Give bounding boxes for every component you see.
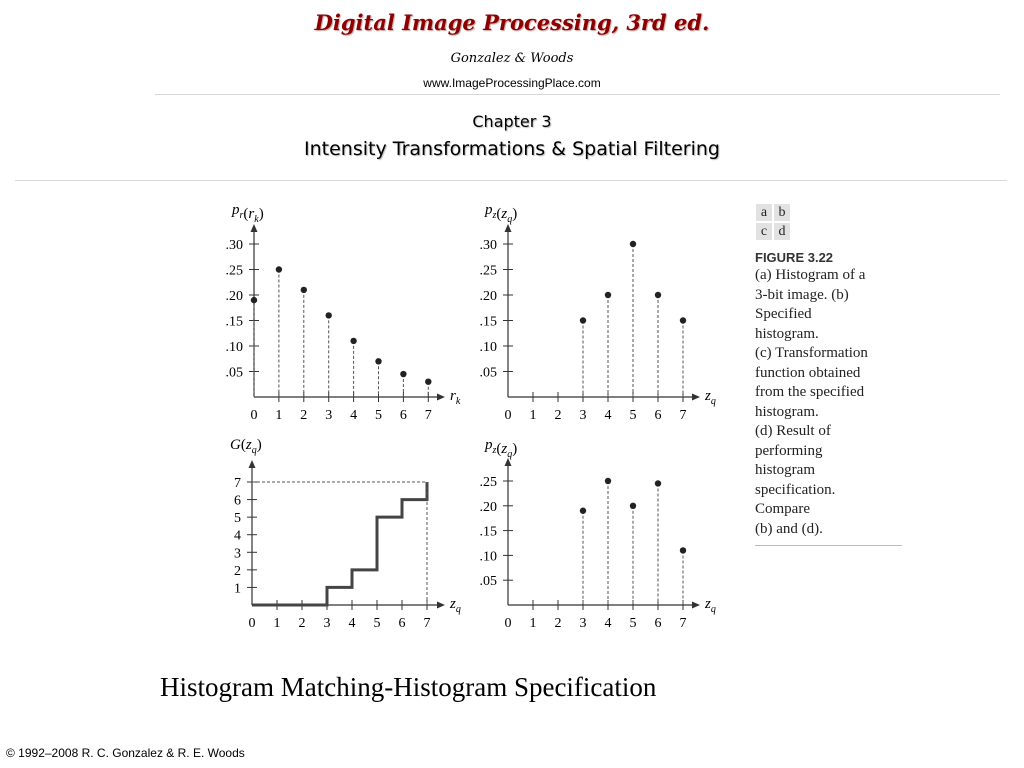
x-tick-label: 5 — [375, 408, 382, 423]
caption-line: histogram. — [755, 403, 819, 420]
data-point — [630, 503, 636, 509]
x-tick-label: 5 — [373, 616, 381, 631]
x-tick-label: 4 — [348, 616, 356, 631]
y-tick-label: .30 — [225, 238, 243, 253]
x-tick-label: 3 — [325, 408, 333, 423]
caption-line: Specified — [755, 306, 812, 322]
book-title: Digital Image Processing, 3rd ed. — [314, 10, 710, 35]
y-tick-label: .25 — [479, 475, 497, 490]
x-tick-label: 7 — [423, 616, 431, 631]
y-axis-arrow — [505, 224, 512, 232]
data-point — [301, 287, 307, 293]
panel-key-d: d — [773, 222, 791, 241]
y-tick-label: .15 — [225, 314, 243, 330]
caption-line: function obtained — [755, 364, 861, 381]
y-tick-label: .15 — [479, 524, 497, 540]
x-axis-label: $z_q$ — [705, 596, 716, 615]
y-tick-label: .25 — [225, 263, 243, 279]
y-axis-arrow — [251, 224, 258, 232]
y-tick-label: .15 — [479, 314, 497, 330]
data-point — [326, 312, 332, 318]
y-axis-label: $p_r(r_k)$ — [232, 202, 264, 225]
caption-line: (c) Transformation — [755, 345, 868, 361]
x-tick-label: 2 — [298, 616, 306, 631]
x-tick-label: 0 — [504, 408, 512, 423]
y-tick-label: .05 — [479, 574, 497, 590]
y-tick-label: .05 — [479, 365, 497, 381]
data-point — [375, 358, 381, 364]
x-tick-label: 6 — [654, 616, 662, 631]
caption-line: histogram. — [755, 325, 819, 342]
caption-line: Compare — [755, 501, 810, 517]
y-tick-label: .10 — [479, 340, 497, 355]
chart-panel-b — [480, 202, 716, 423]
figure-caption — [755, 203, 905, 546]
y-axis-label: $p_z(z_q)$ — [485, 202, 518, 225]
slide-title: Histogram Matching-Histogram Specification — [160, 672, 657, 702]
y-tick-label: 6 — [234, 493, 241, 509]
data-point — [680, 317, 686, 323]
y-axis-arrow — [249, 460, 256, 468]
x-axis-arrow — [692, 602, 700, 609]
caption-line: (d) Result of — [755, 423, 831, 439]
panel-key-a: a — [755, 203, 773, 222]
x-axis-label: $z_q$ — [705, 388, 716, 407]
y-tick-label: 2 — [234, 563, 241, 579]
x-tick-label: 1 — [529, 616, 537, 631]
x-tick-label: 3 — [323, 616, 331, 631]
x-tick-label: 4 — [604, 616, 612, 631]
x-tick-label: 7 — [679, 616, 687, 631]
data-point — [276, 266, 282, 272]
y-axis-label: $p_z(z_q)$ — [485, 437, 518, 460]
y-tick-label: .10 — [479, 549, 497, 565]
y-tick-label: 4 — [234, 528, 241, 544]
data-point — [630, 241, 636, 247]
x-tick-label: 1 — [273, 616, 281, 631]
y-tick-label: .20 — [479, 499, 497, 515]
caption-divider — [755, 545, 902, 546]
caption-line: (b) and (d). — [755, 520, 823, 537]
chapter-title: Intensity Transformations & Spatial Filtering — [304, 138, 720, 160]
panel-key-b: b — [773, 203, 791, 222]
y-tick-label: .05 — [225, 365, 243, 381]
x-tick-label: 6 — [399, 408, 407, 423]
y-tick-label: 5 — [234, 511, 241, 527]
x-tick-label: 7 — [424, 408, 432, 423]
x-tick-label: 0 — [250, 408, 258, 423]
data-point — [580, 317, 586, 323]
x-tick-label: 2 — [554, 616, 562, 631]
data-point — [680, 547, 686, 553]
y-tick-label: 3 — [234, 546, 241, 562]
data-point — [655, 292, 661, 298]
chart-panel-c — [230, 437, 461, 631]
caption-line: (a) Histogram of a — [755, 267, 866, 283]
y-axis-label: $G(z_q)$ — [230, 437, 262, 456]
y-tick-label: 1 — [234, 581, 241, 597]
chart-panel-a — [226, 202, 461, 423]
y-tick-label: .30 — [479, 238, 497, 253]
x-tick-label: 6 — [654, 408, 662, 423]
caption-line: histogram — [755, 462, 815, 478]
chart-panel-d — [480, 437, 716, 631]
x-axis-arrow — [692, 394, 700, 401]
data-point — [580, 508, 586, 514]
data-point — [605, 292, 611, 298]
x-tick-label: 1 — [529, 408, 537, 423]
x-axis-label: $r_k$ — [450, 388, 461, 407]
x-tick-label: 3 — [579, 408, 587, 423]
x-tick-label: 0 — [248, 616, 256, 631]
x-tick-label: 5 — [629, 408, 637, 423]
y-tick-label: 7 — [234, 476, 241, 491]
x-tick-label: 3 — [579, 616, 587, 631]
step-line — [252, 482, 427, 605]
data-point — [350, 338, 356, 344]
x-tick-label: 4 — [604, 408, 612, 423]
x-tick-label: 0 — [504, 616, 512, 631]
data-point — [605, 478, 611, 484]
y-tick-label: .10 — [225, 340, 243, 355]
caption-line: from the specified — [755, 384, 865, 400]
x-tick-label: 5 — [629, 616, 637, 631]
caption-line: specification. — [755, 481, 836, 498]
x-axis-label: $z_q$ — [450, 596, 461, 615]
panel-key-c: c — [755, 222, 773, 241]
website-url[interactable]: www.ImageProcessingPlace.com — [423, 76, 601, 90]
book-authors: Gonzalez & Woods — [450, 51, 574, 66]
y-tick-label: .20 — [225, 289, 243, 304]
x-tick-label: 6 — [398, 616, 406, 631]
copyright-footer: © 1992–2008 R. C. Gonzalez & R. E. Woods — [6, 746, 245, 760]
caption-line: 3-bit image. (b) — [755, 286, 849, 303]
x-tick-label: 1 — [275, 408, 283, 423]
x-tick-label: 4 — [350, 408, 358, 423]
data-point — [655, 480, 661, 486]
data-point — [251, 297, 257, 303]
data-point — [425, 379, 431, 385]
x-tick-label: 2 — [300, 408, 308, 423]
data-point — [400, 371, 406, 377]
figure-label: FIGURE 3.22 — [755, 250, 834, 265]
caption-line: performing — [755, 442, 823, 459]
y-tick-label: .25 — [479, 263, 497, 279]
x-tick-label: 7 — [679, 408, 687, 423]
chapter-number: Chapter 3 — [472, 112, 552, 131]
x-axis-arrow — [437, 602, 445, 609]
y-tick-label: .20 — [479, 289, 497, 304]
x-tick-label: 2 — [554, 408, 562, 423]
x-axis-arrow — [437, 394, 445, 401]
panel-key-grid — [755, 203, 791, 241]
